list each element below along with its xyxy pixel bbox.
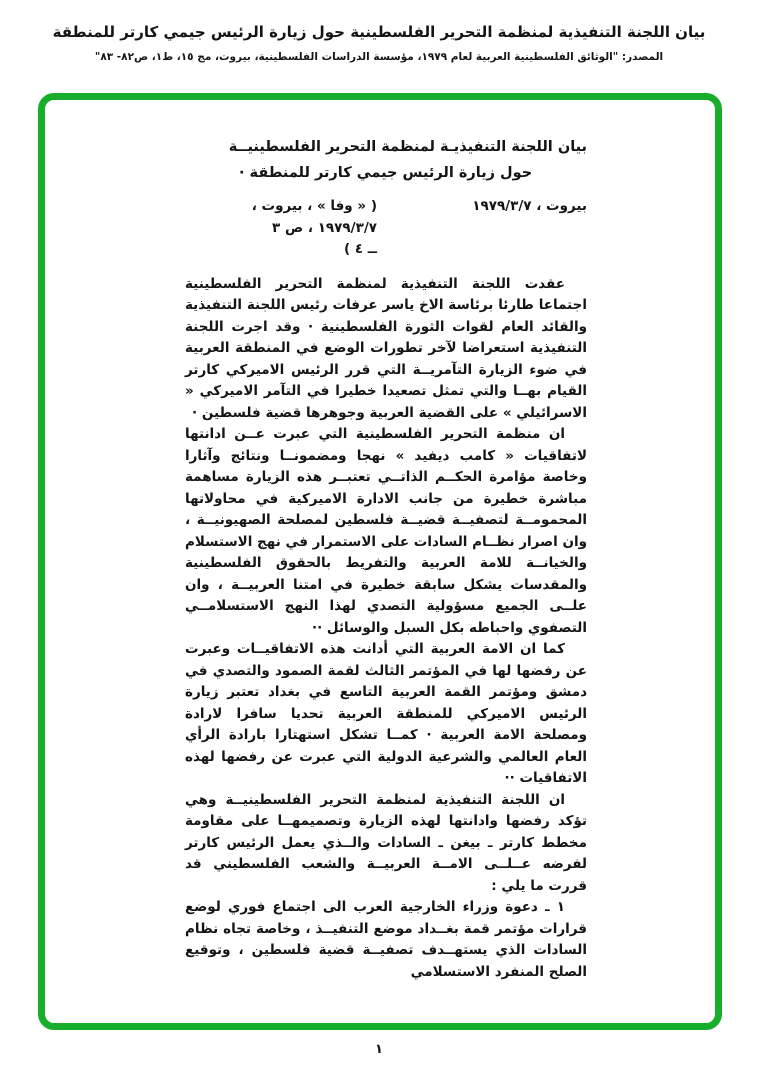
document-title: [228, 134, 587, 186]
document-title-line2: حول زيارة الرئيس جيمي كارتر للمنطقة ·: [239, 165, 533, 181]
paragraph-decision-item-1: ١ ـ دعوة وزراء الخارجية العرب الى اجتماع فوري لوضع قرارات مؤتمر قمة بغــداد موضع التنفيــذ ، وخاصة تجاه نظام السادات الذي يستهــدف تصفيــة قضية فلسطين ، وتوقيع الصلح المنفرد الاستسلامي: [185, 899, 587, 980]
citation-line-2: ١٩٧٩/٣/٧ ، ص ٣: [272, 219, 377, 236]
header-source-line: المصدر: "الوثائق الفلسطينية العربية لعام ١٩٧٩، مؤسسة الدراسات الفلسطينية، بيروت، مج ١٥، ط١، ص٨٢- ٨٣": [94, 51, 664, 63]
paragraph-arab-nation: كما ان الامة العربية التي أدانت هذه الاتفاقيــات وعبرت عن رفضها لها في المؤتمر الثالث لقمة الصمود والتصدي في دمشق ومؤتمر القمة العربية التاسع في بغداد تعتبر زيارة الرئيس الاميركي للمنطقة العربية تحديا سافرا لارادة ومصلحة الامة العربية · كمــا تشكل استهتارا بارادة الرأي العام العالمي والشرعية الدولية التي عبرت عن رفضها لهذه الاتفاقيات ··: [185, 641, 587, 786]
page-header: [0, 0, 758, 64]
document-highlight-frame: [38, 93, 722, 1030]
page-number: ١: [375, 1042, 383, 1057]
source-citation: [185, 196, 377, 261]
dateline-row: [185, 196, 587, 261]
citation-line-1: ( « وفا » ، بيروت ،: [251, 198, 377, 214]
page-footer: [0, 1042, 758, 1057]
document-body: [45, 100, 715, 983]
header-title: بيان اللجنة التنفيذية لمنظمة التحرير الفلسطينية حول زيارة الرئيس جيمي كارتر للمنطقة: [52, 23, 706, 41]
paragraph-decisions-intro: ان اللجنة التنفيذية لمنظمة التحرير الفلسطينيــة وهي تؤكد رفضها وادانتها لهذه الزيارة وتصميمهــا على مقاومة مخطط كارتر ـ بيغن ـ السادات والــذي يعمل الرئيس كارتر لفرضه عــلــى الامــة العربيــة والشعب الفلسطيني قد قررت ما يلي :: [185, 791, 587, 894]
dateline-place-date: بيروت ، ١٩٧٩/٣/٧: [472, 198, 587, 214]
paragraph-plo-position: ان منظمة التحرير الفلسطينية التي عبرت عــن ادانتها لاتفاقيات « كامب ديفيد » نهجا ومضمونــا ونتائج وآثارا وخاصة مؤامرة الحكــم الذاتــي تعتبــر هذه الزيارة مساهمة مباشرة خطيرة من جانب الادارة الاميركية في محاولاتها المحمومــة لتصفيــة قضيــة فلسطين لمصلحة الصهيونيــة ، وان اصرار نظــام السادات على الاستمرار في نهج الاستسلام والخيانــة للامة العربية والتفريط بالحقوق الفلسطينية والمقدسات يشكل سابقة خطيرة في امتنا العربيــة ، وان علــى الجميع مسؤولية التصدي لهذا النهج الاستسلامــي التصفوي واحباطه بكل السبل والوسائل ··: [185, 426, 587, 636]
document-title-line1: بيان اللجنة التنفيذيـة لمنظمة التحرير الفلسطينيــة: [228, 139, 587, 155]
citation-line-3: ــ ٤ ): [343, 241, 377, 257]
paragraph-opening: عقدت اللجنة التنفيذية لمنظمة التحرير الفلسطينية اجتماعا طارئا برئاسة الاخ ياسر عرفات رئيس اللجنة التنفيذية والقائد العام لقوات الثورة الفلسطينية · وقد اجرت اللجنة التنفيذية استعراضا لآخر تطورات الوضع في المنطقة العربية في ضوء الزيارة التآمريــة التي قرر الرئيس الاميركي كارتر القيام بهــا والتي تمثل تصعيدا خطيرا في التآمر الاميركي « الاسرائيلي » على القضية العربية وجوهرها قضية فلسطين ·: [185, 275, 587, 421]
